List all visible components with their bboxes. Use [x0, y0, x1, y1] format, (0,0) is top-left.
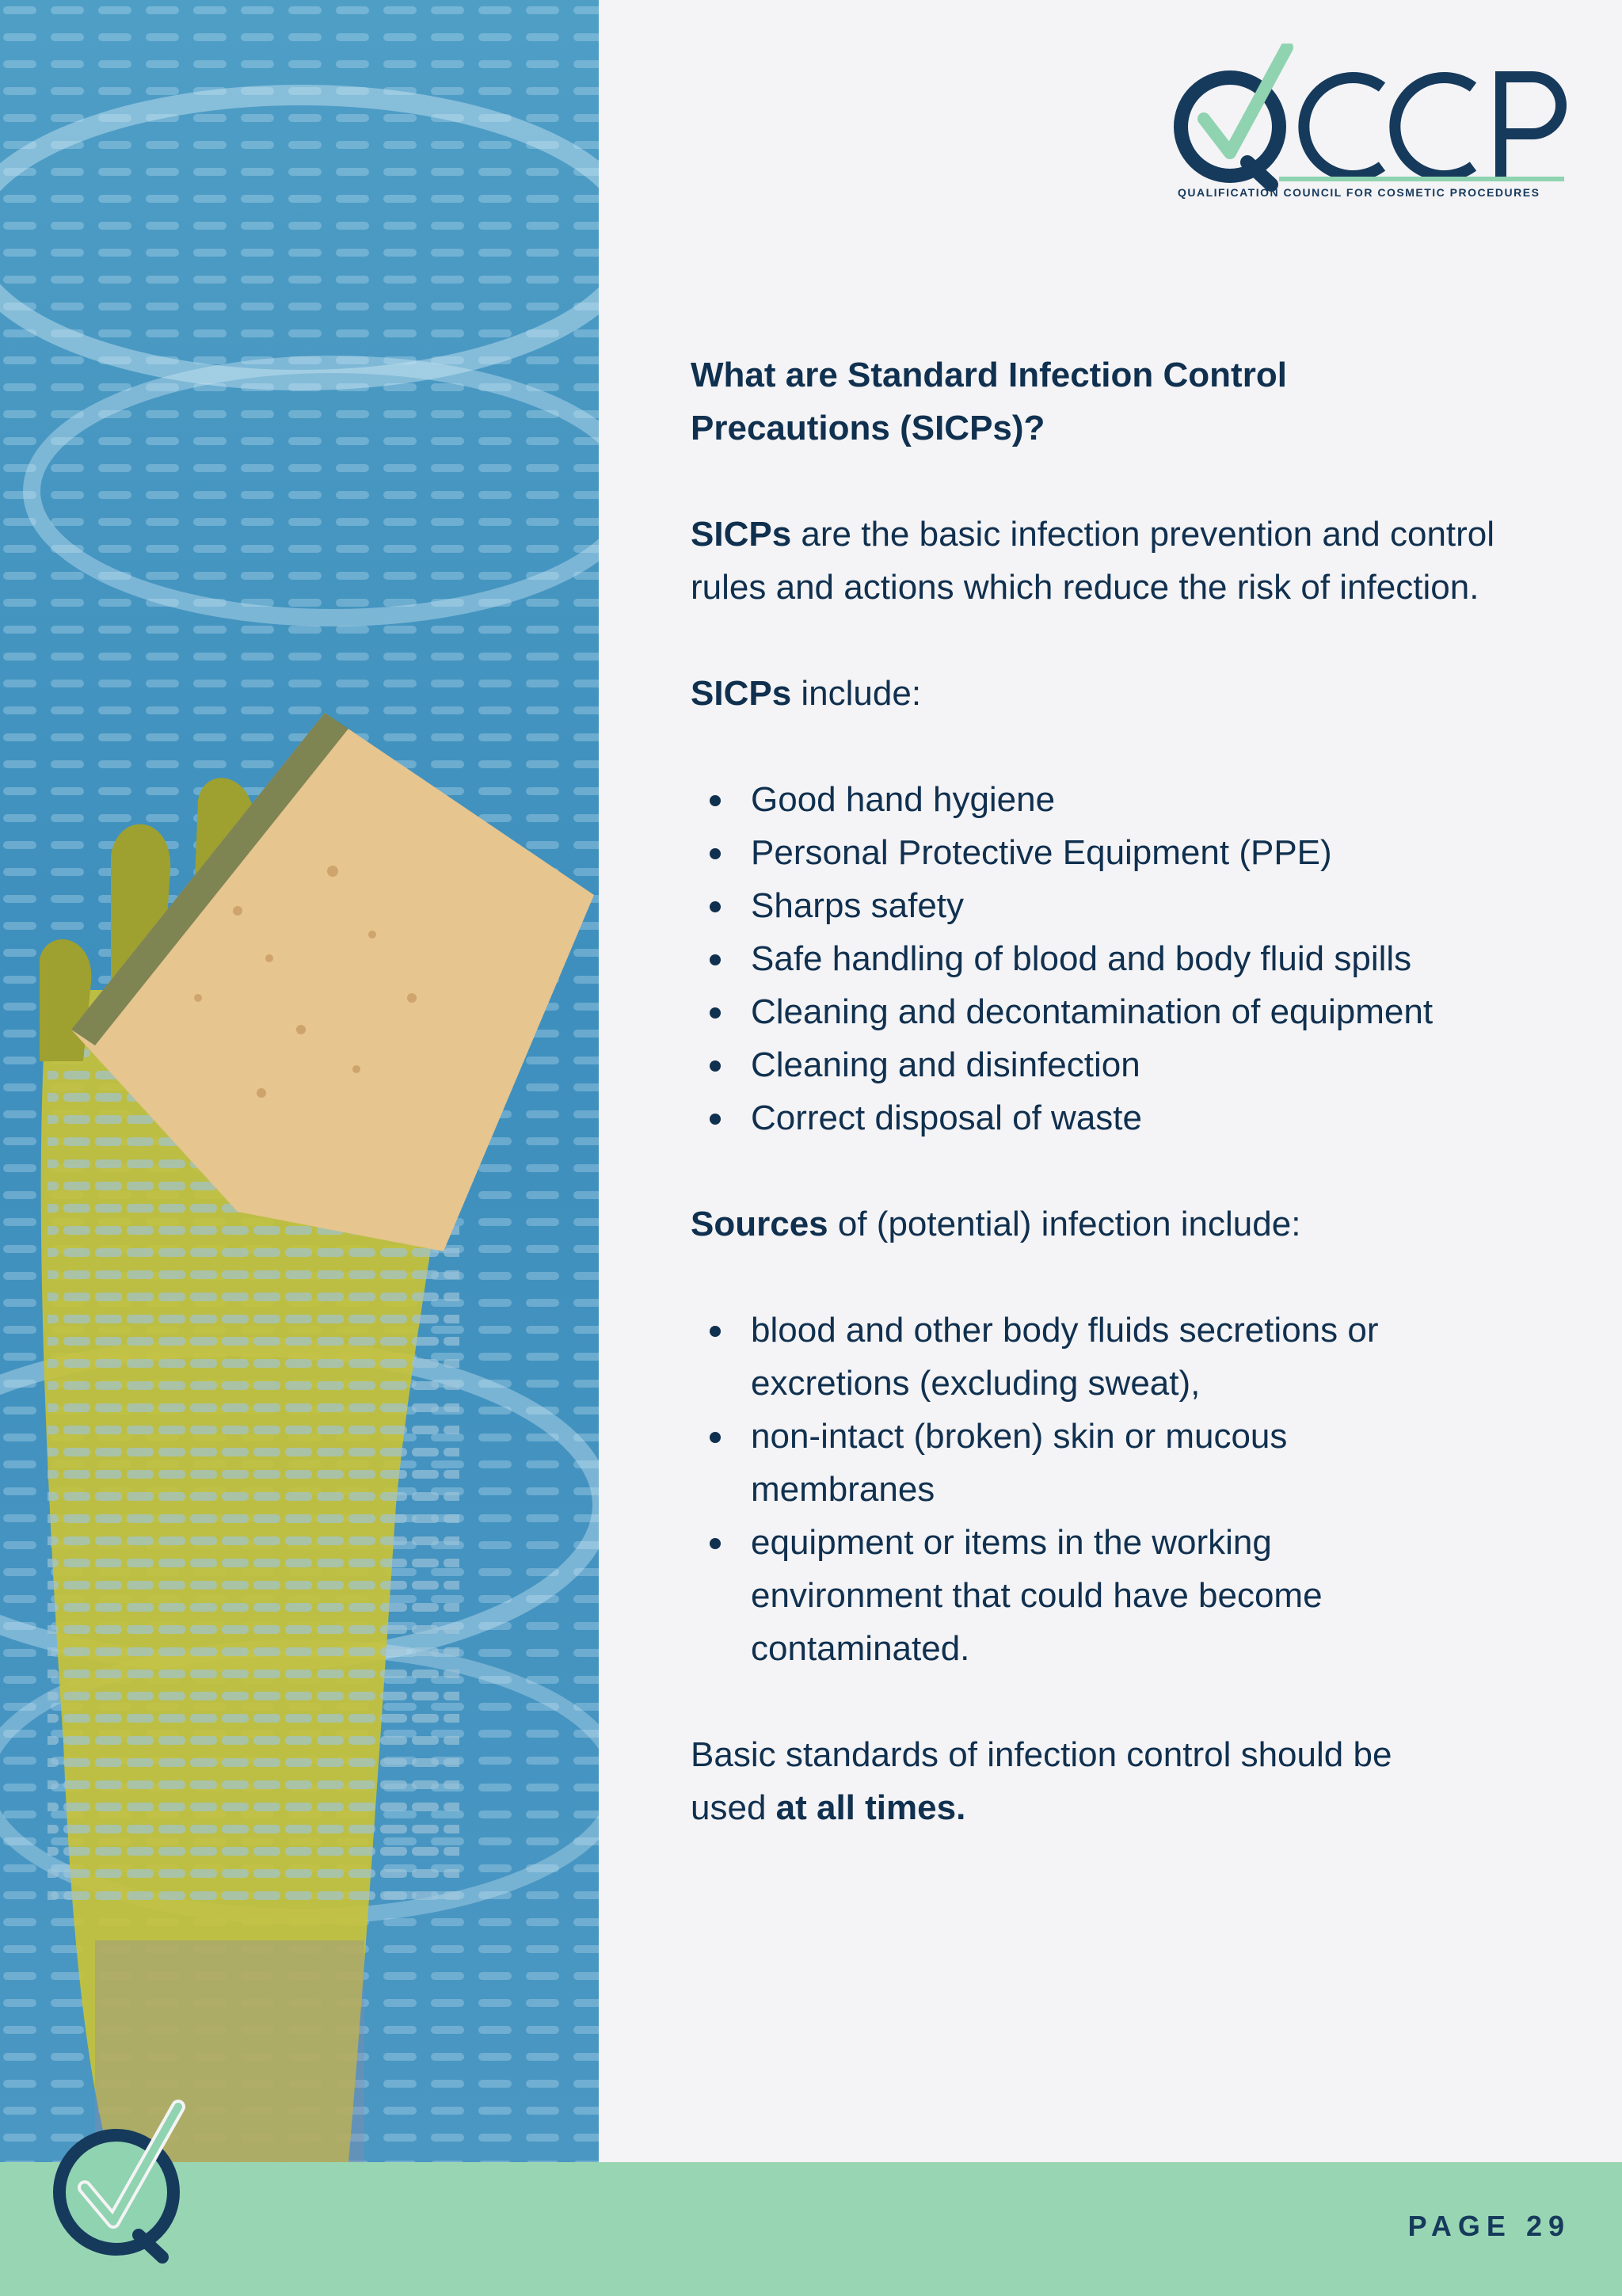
main-content — [691, 348, 1554, 1834]
qccp-logo — [1168, 44, 1572, 210]
list-item: Good hand hygiene — [691, 773, 1554, 826]
list-item: Safe handling of blood and body fluid spills — [691, 932, 1554, 985]
logo-tagline: QUALIFICATION COUNCIL FOR COSMETIC PROCEDURES — [1178, 186, 1540, 199]
intro-paragraph — [691, 508, 1554, 614]
list-item: blood and other body fluids secretions or excretions (excluding sweat), — [691, 1304, 1464, 1410]
list-item: Cleaning and decontamination of equipment — [691, 985, 1554, 1038]
intro-bold-term: SICPs — [691, 515, 792, 554]
qccp-check-badge-icon — [44, 2099, 202, 2265]
page-heading: What are Standard Infection Control Precautions (SICPs)? — [691, 356, 1287, 447]
sources-label — [691, 1197, 1554, 1251]
list-item: Correct disposal of waste — [691, 1091, 1554, 1144]
sicps-include-label — [691, 667, 1554, 720]
closing-bold: at all times. — [775, 1788, 966, 1827]
list-item: Cleaning and disinfection — [691, 1038, 1554, 1091]
gloved-hand-sponge-image — [0, 0, 599, 2162]
closing-paragraph — [691, 1728, 1403, 1834]
list-item: Sharps safety — [691, 879, 1554, 932]
sources-text: of (potential) infection include: — [828, 1205, 1301, 1243]
closing-text: Basic standards of infection control should be used — [691, 1735, 1392, 1827]
sicps-list — [691, 773, 1554, 1144]
intro-text: are the basic infection prevention and control rules and actions which reduce the risk of infection. — [691, 515, 1495, 607]
list-item: non-intact (broken) skin or mucous membranes — [691, 1410, 1464, 1516]
sources-bold-term: Sources — [691, 1205, 828, 1243]
list-item: Personal Protective Equipment (PPE) — [691, 826, 1554, 879]
qccp-wordmark-image — [1168, 44, 1572, 202]
sources-list — [691, 1304, 1554, 1675]
page-number: PAGE 29 — [1407, 2210, 1571, 2242]
include-text: include: — [791, 674, 922, 713]
list-item: equipment or items in the working environment that could have become contaminated. — [691, 1516, 1464, 1675]
footer-bar — [0, 2162, 1622, 2296]
include-bold-term: SICPs — [691, 674, 792, 713]
cleaning-photo-panel — [0, 0, 599, 2162]
